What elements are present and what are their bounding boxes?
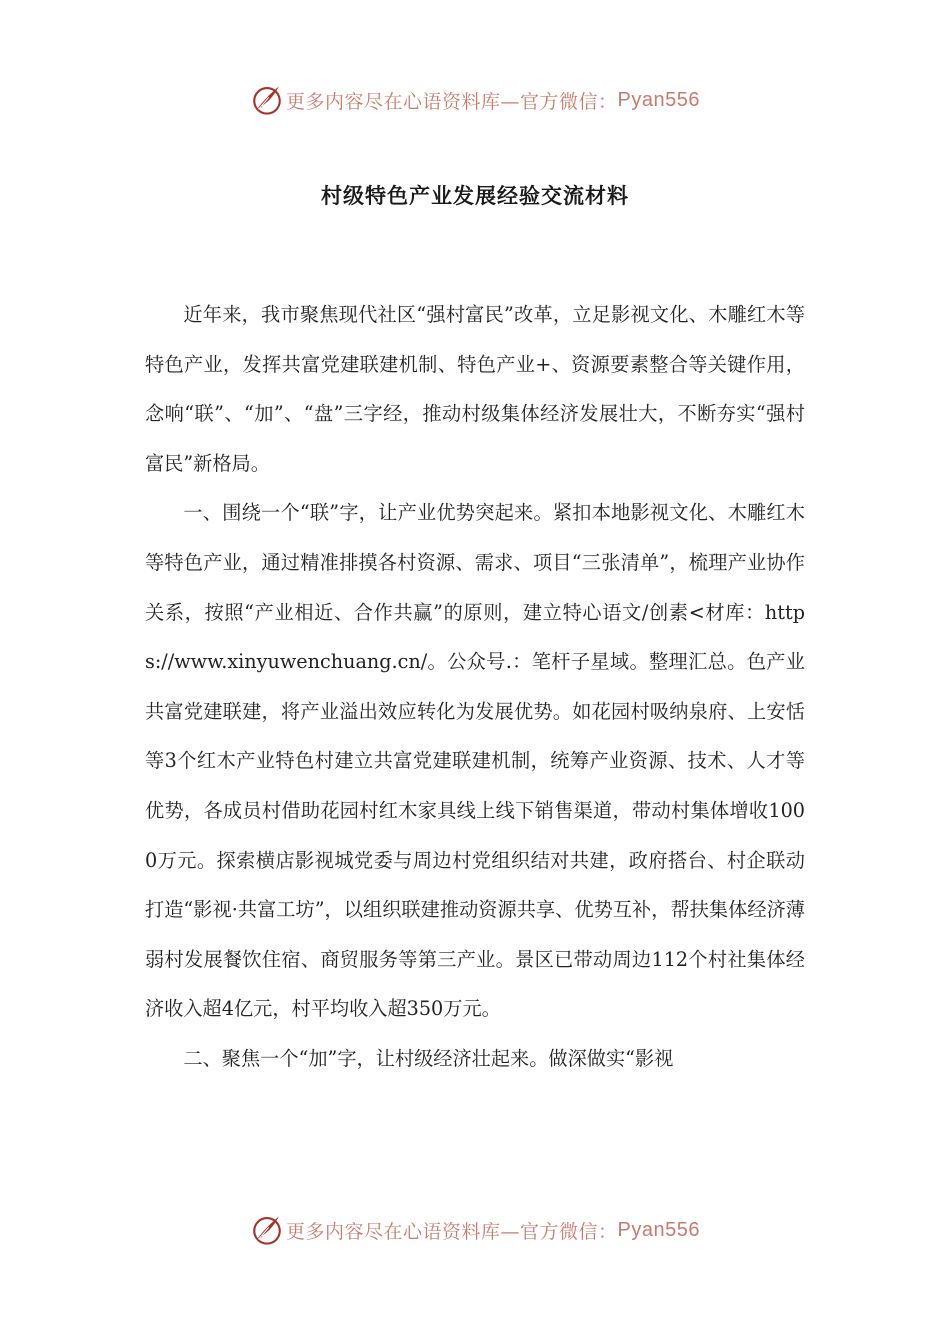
document-title: 村级特色产业发展经验交流材料 — [321, 184, 629, 208]
header-watermark-banner — [0, 80, 950, 120]
banner-wechat-id: Pyan556 — [617, 88, 700, 111]
paragraph-section-1: 一、围绕一个“联”字，让产业优势突起来。紧扣本地影视文化、木雕红木等特色产业，通过精准排摸各村资源、需求、项目“三张清单”，梳理产业协作关系，按照“产业相近、合作共赢”的原则，建立特心语文/创素<材库：https://www.xinyuwenchuang.cn/。公众号.：笔杆子星域。整理汇总。色产业共富党建联建，将产业溢出效应转化为发展优势。如花园村吸纳泉府、上安恬等3个红木产业特色村建立共富党建联建机制，统筹产业资源、技术、人才等优势，各成员村借助花园村红木家具线上线下销售渠道，带动村集体增收1000万元。探索横店影视城党委与周边村党组织结对共建，政府搭台、村企联动打造“影视·共富工坊”，以组织联建推动资源共享、优势互补，帮扶集体经济薄弱村发展餐饮住宿、商贸服务等第三产业。景区已带动周边112个村社集体经济收入超4亿元，村平均收入超350万元。 — [145, 501, 805, 1021]
banner-text: 更多内容尽在心语资料库—官方微信： — [286, 1220, 618, 1243]
footer-watermark-banner — [0, 1210, 950, 1250]
document-body — [145, 290, 805, 1084]
quill-seal-logo-icon — [250, 1213, 284, 1247]
banner-text: 更多内容尽在心语资料库—官方微信： — [286, 90, 618, 113]
paragraph-intro: 近年来，我市聚焦现代社区“强村富民”改革，立足影视文化、木雕红木等特色产业，发挥共富党建联建机制、特色产业+、资源要素整合等关键作用，念响“联”、“加”、“盘”三字经，推动村级集体经济发展壮大，不断夯实“强村富民”新格局。 — [145, 303, 805, 475]
banner-wechat-id: Pyan556 — [617, 1218, 700, 1241]
paragraph-section-2: 二、聚焦一个“加”字，让村级经济壮起来。做深做实“影视 — [183, 1046, 674, 1070]
quill-seal-logo-icon — [250, 83, 284, 117]
